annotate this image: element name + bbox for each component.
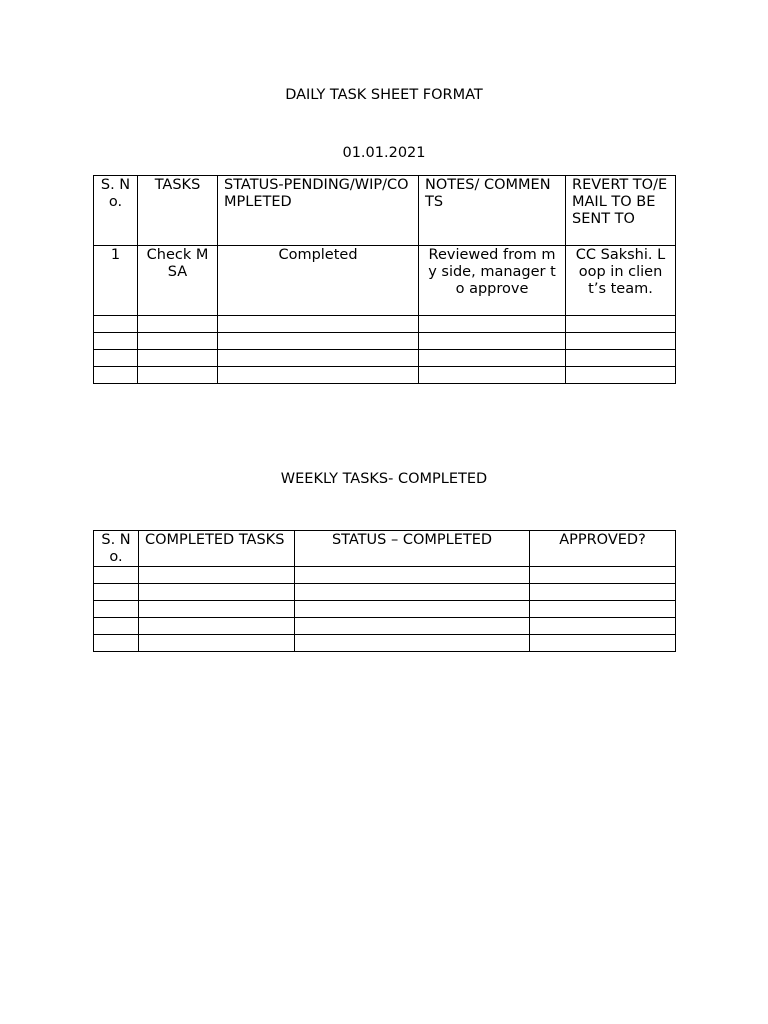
empty-cell <box>419 316 566 333</box>
weekly-tasks-title: WEEKLY TASKS- COMPLETED <box>280 471 488 487</box>
header-completed-tasks: COMPLETED TASKS <box>139 531 295 567</box>
empty-cell <box>94 635 139 652</box>
cell-notes: Reviewed from my side, manager to approve <box>419 246 566 316</box>
empty-cell <box>94 601 139 618</box>
empty-cell <box>94 316 138 333</box>
empty-cell <box>94 584 139 601</box>
empty-cell <box>530 584 676 601</box>
empty-cell <box>530 601 676 618</box>
empty-cell <box>139 601 295 618</box>
empty-cell <box>419 350 566 367</box>
empty-cell <box>94 350 138 367</box>
table-row <box>94 567 676 584</box>
empty-cell <box>94 567 139 584</box>
table-row <box>94 246 676 316</box>
empty-cell <box>94 367 138 384</box>
empty-cell <box>295 635 530 652</box>
empty-cell <box>218 333 419 350</box>
empty-cell <box>566 316 676 333</box>
empty-cell <box>295 618 530 635</box>
cell-sno: 1 <box>94 246 138 316</box>
empty-cell <box>295 567 530 584</box>
cell-revert: CC Sakshi. Loop in client’s team. <box>566 246 676 316</box>
empty-cell <box>566 333 676 350</box>
daily-sheet-date: 01.01.2021 <box>342 145 426 161</box>
empty-cell <box>138 316 218 333</box>
empty-cell <box>139 618 295 635</box>
empty-cell <box>530 567 676 584</box>
table-row <box>94 350 676 367</box>
empty-cell <box>139 635 295 652</box>
empty-cell <box>218 367 419 384</box>
empty-cell <box>138 350 218 367</box>
header-sno: S. No. <box>94 176 138 246</box>
table-row <box>94 618 676 635</box>
daily-task-sheet-title: DAILY TASK SHEET FORMAT <box>285 87 483 103</box>
empty-cell <box>94 618 139 635</box>
empty-cell <box>138 333 218 350</box>
empty-cell <box>218 316 419 333</box>
empty-cell <box>530 635 676 652</box>
empty-cell <box>139 584 295 601</box>
table-row <box>94 584 676 601</box>
table-row <box>94 333 676 350</box>
table-row <box>94 635 676 652</box>
empty-cell <box>138 367 218 384</box>
weekly-table-header-row <box>94 531 676 567</box>
empty-cell <box>94 333 138 350</box>
empty-cell <box>218 350 419 367</box>
empty-cell <box>566 350 676 367</box>
empty-cell <box>295 601 530 618</box>
header-status: STATUS – COMPLETED <box>295 531 530 567</box>
empty-cell <box>530 618 676 635</box>
header-status: STATUS-PENDING/WIP/COMPLETED <box>218 176 419 246</box>
daily-task-table <box>93 175 676 384</box>
empty-cell <box>566 367 676 384</box>
header-tasks: TASKS <box>138 176 218 246</box>
header-notes: NOTES/ COMMENTS <box>419 176 566 246</box>
weekly-task-table <box>93 530 676 652</box>
empty-cell <box>295 584 530 601</box>
empty-cell <box>419 367 566 384</box>
table-row <box>94 316 676 333</box>
empty-cell <box>139 567 295 584</box>
header-sno: S. No. <box>94 531 139 567</box>
table-row <box>94 367 676 384</box>
cell-status: Completed <box>218 246 419 316</box>
header-approved: APPROVED? <box>530 531 676 567</box>
empty-cell <box>419 333 566 350</box>
daily-table-header-row <box>94 176 676 246</box>
cell-task: Check MSA <box>138 246 218 316</box>
header-revert: REVERT TO/EMAIL TO BE SENT TO <box>566 176 676 246</box>
table-row <box>94 601 676 618</box>
